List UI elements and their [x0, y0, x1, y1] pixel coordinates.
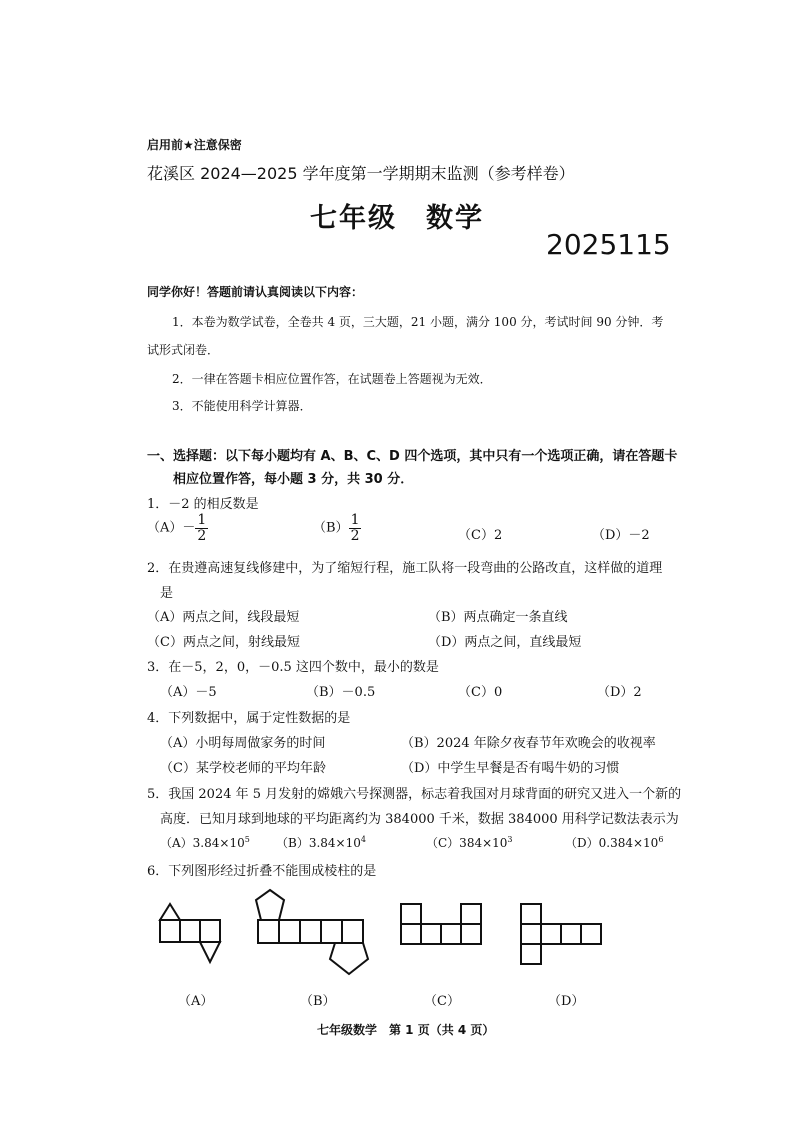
q1-b-denominator: 2 — [350, 527, 360, 544]
q1-a-denominator: 2 — [197, 527, 207, 544]
figure-d-top — [521, 904, 541, 924]
instruction-3: 3．不能使用科学计算器． — [172, 399, 312, 413]
q6-figure-c — [399, 902, 485, 948]
page-footer: 七年级数学 第 1 页（共 4 页） — [317, 1023, 495, 1037]
figure-c-cell-1 — [401, 924, 421, 944]
q4-stem: 4．下列数据中，属于定性数据的是 — [147, 711, 351, 726]
q1-b-numerator: 1 — [350, 512, 360, 528]
figure-b-cell-5 — [342, 920, 363, 943]
q5-option-c — [426, 834, 513, 851]
figure-c-top-left — [401, 904, 421, 924]
q2-option-c: （C）两点之间，射线最短 — [147, 635, 300, 650]
q5-d-exponent: 6 — [658, 835, 664, 844]
q4-option-b: （B）2024 年除夕夜春节年欢晚会的收视率 — [401, 736, 656, 751]
q4-option-c: （C）某学校老师的平均年龄 — [160, 761, 326, 776]
section1-heading-line2: 相应位置作答，每小题 3 分，共 30 分． — [173, 472, 414, 487]
q1-option-b-label: （B） — [313, 520, 349, 536]
q5-option-b — [276, 834, 366, 851]
exam-title: 花溪区 2024—2025 学年度第一学期期末监测（参考样卷） — [147, 164, 575, 183]
figure-a-cell-2 — [180, 920, 200, 942]
figure-b-cell-4 — [321, 920, 342, 943]
exam-code: 2025115 — [546, 228, 671, 261]
q2-stem-line2: 是 — [160, 586, 174, 601]
q3-option-c: （C）0 — [458, 685, 503, 700]
figure-c-cell-4 — [461, 924, 481, 944]
figure-a-cell-3 — [200, 920, 220, 942]
figure-d-cell-3 — [561, 924, 581, 944]
q6-stem: 6．下列图形经过折叠不能围成棱柱的是 — [147, 864, 377, 879]
q6-label-a: （A） — [178, 994, 214, 1009]
instruction-1-line2: 试形式闭卷． — [147, 343, 220, 357]
q3-option-a: （A）－5 — [160, 685, 217, 700]
q2-option-d: （D）两点之间，直线最短 — [428, 635, 582, 650]
instruction-2: 2．一律在答题卡相应位置作答，在试题卷上答题视为无效． — [172, 372, 492, 386]
q1-option-d: （D）－2 — [592, 528, 650, 543]
q6-figure-a — [158, 900, 222, 970]
q1-option-c: （C）2 — [458, 528, 503, 543]
q3-option-b: （B）－0.5 — [306, 685, 376, 700]
q6-figure-d — [519, 902, 605, 968]
instructions-greeting: 同学你好！答题前请认真阅读以下内容： — [147, 285, 364, 299]
q5-option-a — [160, 834, 250, 851]
q6-label-d: （D） — [548, 994, 585, 1009]
q5-b-base: （B）3.84×10 — [276, 836, 361, 850]
q1-option-b-fraction — [349, 513, 362, 543]
figure-a-cell-1 — [160, 920, 180, 942]
q6-label-c: （C） — [424, 994, 460, 1009]
figure-b-cell-2 — [279, 920, 300, 943]
q5-d-base: （D）0.384×10 — [565, 836, 659, 850]
q1-option-a — [147, 513, 208, 543]
q4-option-d: （D）中学生早餐是否有喝牛奶的习惯 — [401, 761, 620, 776]
q2-option-b: （B）两点确定一条直线 — [428, 610, 568, 625]
figure-b-cell-1 — [258, 920, 279, 943]
figure-c-cell-2 — [421, 924, 441, 944]
q5-option-d — [565, 834, 663, 851]
q6-label-b: （B） — [300, 994, 336, 1009]
figure-b-cell-3 — [300, 920, 321, 943]
q5-c-base: （C）384×10 — [426, 836, 508, 850]
figure-d-cell-1 — [521, 924, 541, 944]
figure-d-cell-2 — [541, 924, 561, 944]
q5-stem-line1: 5．我国 2024 年 5 月发射的嫦娥六号探测器，标志着我国对月球背面的研究又进入一个新的 — [147, 787, 682, 802]
q3-option-d: （D）2 — [597, 685, 642, 700]
figure-c-top-right — [461, 904, 481, 924]
q4-option-a: （A）小明每周做家务的时间 — [160, 736, 326, 751]
q2-option-a: （A）两点之间，线段最短 — [147, 610, 300, 625]
q3-stem: 3．在－5，2，0，－0.5 这四个数中，最小的数是 — [147, 660, 439, 675]
q5-b-exponent: 4 — [360, 835, 366, 844]
q5-a-exponent: 5 — [244, 835, 250, 844]
figure-b-bottom-pentagon — [330, 943, 368, 974]
q1-option-a-fraction — [195, 513, 208, 543]
instruction-1-line1: 1．本卷为数学试卷，全卷共 4 页，三大题，21 小题，满分 100 分，考试时间 90 分钟．考 — [172, 315, 664, 329]
figure-a-top-triangle — [160, 904, 180, 920]
q5-stem-line2: 高度．已知月球到地球的平均距离约为 384000 千米，数据 384000 用科学记数法表示为 — [160, 812, 679, 827]
q5-a-base: （A）3.84×10 — [160, 836, 245, 850]
q1-stem: 1．－2 的相反数是 — [147, 497, 259, 512]
figure-d-cell-4 — [581, 924, 601, 944]
q6-figure-b — [254, 886, 374, 980]
q1-a-numerator: 1 — [197, 512, 207, 528]
figure-b-top-pentagon — [256, 890, 284, 920]
q1-option-a-label: （A）－ — [147, 520, 196, 536]
figure-d-bottom — [521, 944, 541, 964]
subject-title: 七年级 数学 — [310, 203, 484, 234]
figure-a-bottom-triangle — [200, 942, 220, 962]
confidential-note: 启用前★注意保密 — [147, 138, 242, 152]
q1-option-b — [313, 513, 361, 543]
section1-heading-line1: 一、选择题：以下每小题均有 A、B、C、D 四个选项，其中只有一个选项正确，请在答题卡 — [147, 449, 678, 464]
figure-c-cell-3 — [441, 924, 461, 944]
q5-c-exponent: 3 — [507, 835, 513, 844]
q2-stem-line1: 2．在贵遵高速复线修建中，为了缩短行程，施工队将一段弯曲的公路改直，这样做的道理 — [147, 561, 663, 576]
